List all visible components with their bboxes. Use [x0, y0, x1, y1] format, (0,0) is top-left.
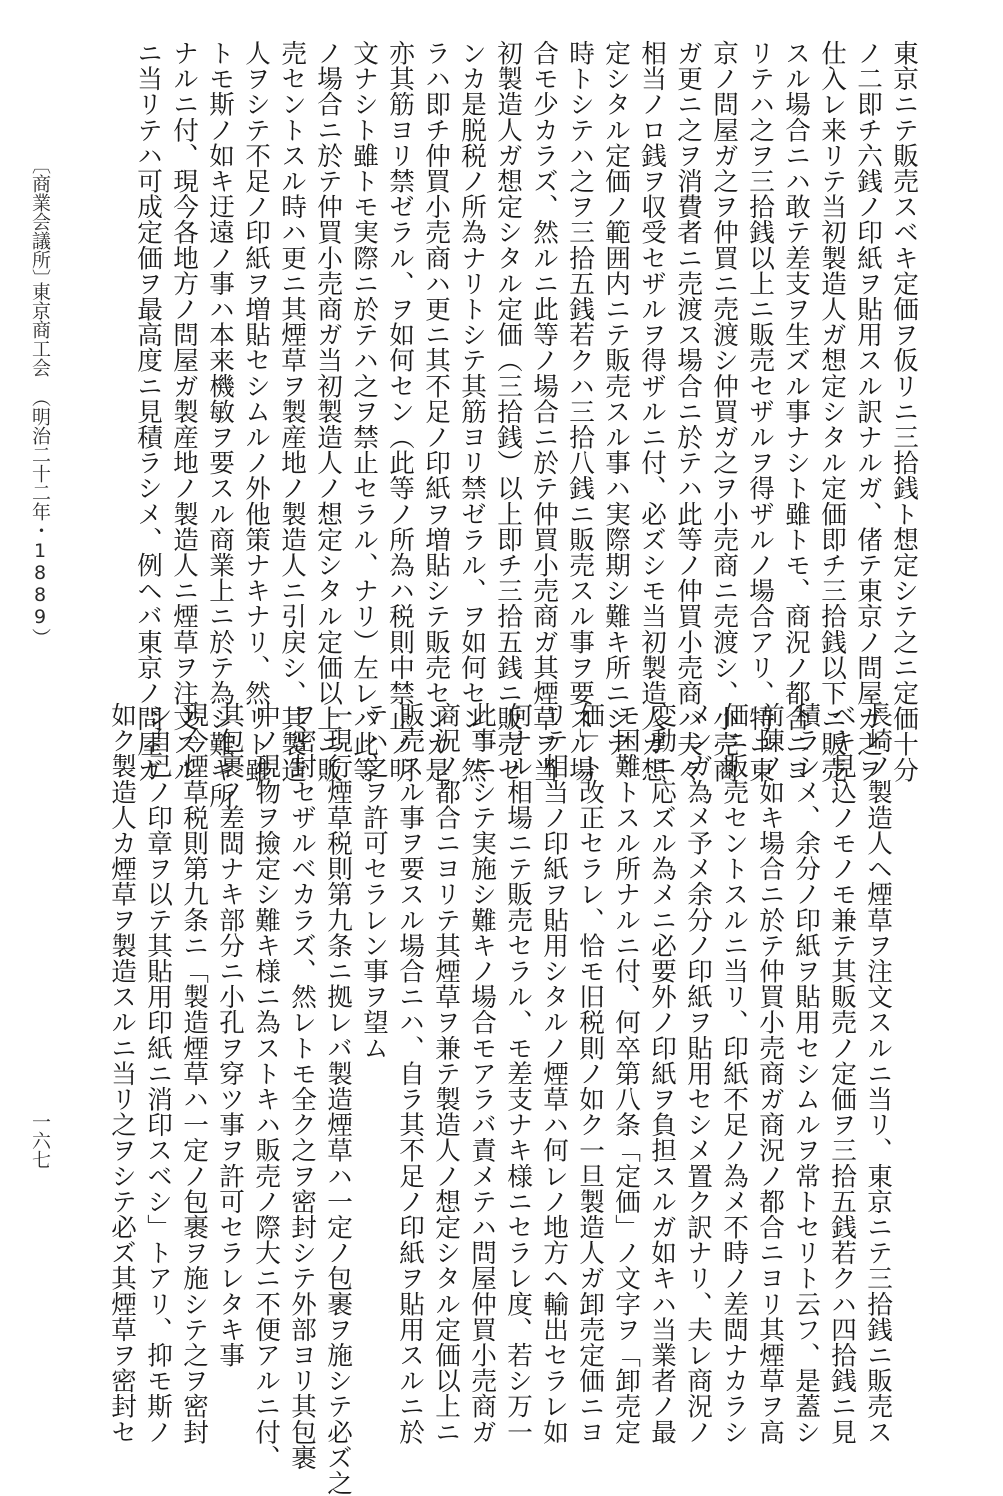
upper-text-block	[82, 40, 922, 808]
text-line: 東京ニテ販売スベキ定価ヲ仮リニ三拾銭ト想定シテ之ニ定価十分	[889, 40, 919, 783]
text-line: 時トシテハ之ヲ三拾五銭若クハ三拾八銭ニ販売スル事ヲ要スル場	[565, 40, 595, 783]
text-line: ナルニ付、現今各地方ノ問屋ガ製産地ノ製造人ニ煙草ヲ注文スル	[169, 40, 199, 783]
text-line: モ困難トスル所ナルニ付、何卒第八条「定価」ノ文字ヲ「卸売定	[611, 702, 641, 1445]
text-line: メンガ為メ予メ余分ノ印紙ヲ貼用セシメ置ク訳ナリ、夫レ商況ノ	[683, 702, 713, 1445]
text-line: ンカ是脱税ノ所為ナリトシテ其筋ヨリ禁ゼラル、ヲ如何セン、然	[457, 40, 487, 783]
text-line: シ自己ノ印章ヲ以テ其貼用印紙ニ消印スベシ」トアリ、抑モ斯ノ	[143, 702, 173, 1445]
text-line: 中ノ現物ヲ撿定シ難キ様ニ為ストキハ販売ノ際大ニ不便アルニ付、	[251, 702, 281, 1470]
text-line: 合モ少カラズ、然ルニ此等ノ場合ニ於テ仲買小売商ガ其煙草ヲ当	[529, 40, 559, 783]
text-line: 如ク製造人カ煙草ヲ製造スルニ当リ之ヲシテ必ズ其煙草ヲ密封セ	[107, 702, 137, 1445]
text-line: 此事ニシテ実施シ難キノ場合モアラバ責メテハ問屋仲買小売商ガ	[467, 702, 497, 1445]
text-line: 価」ト改正セラレ、恰モ旧税則ノ如ク一旦製造人ガ卸売定価ニヨ	[575, 702, 605, 1445]
text-line: ヲ密封セザルベカラズ、然レトモ全ク之ヲ密封シテ外部ヨリ其包裹	[287, 702, 317, 1470]
text-line: 人ヲシテ不足ノ印紙ヲ増貼セシムルノ外他策ナキナリ、然リト雖	[241, 40, 271, 783]
text-line: 其包裹ノ差閊ナキ部分ニ小孔ヲ穿ツ事ヲ許可セラレタキ事	[215, 702, 245, 1368]
text-line: 変動ニ応ズル為メニ必要外ノ印紙ヲ負担スルガ如キハ当業者ノ最	[647, 702, 677, 1445]
text-line: スル場合ニハ敢テ差支ヲ生ズル事ナシト雖トモ、商況ノ都合ニヨ	[781, 40, 811, 783]
text-line: 亦其筋ヨリ禁ゼラル、ヲ如何セン（此等ノ所為ハ税則中禁止ノ明	[385, 40, 415, 783]
text-line: 売セントスル時ハ更ニ其煙草ヲ製産地ノ製造人ニ引戻シ、其製造	[277, 40, 307, 783]
text-line: 商況ノ都合ニヨリテ其煙草ヲ兼テ製造人ノ想定シタル定価以上ニ	[431, 702, 461, 1445]
text-line: 何ナル相場ニテ販売セラル、モ差支ナキ様ニセラレ度、若シ万一	[503, 702, 533, 1445]
text-line: リテ相当ノ印紙ヲ貼用シタルノ煙草ハ何レノ地方ヘ輸出セラレ如	[539, 702, 569, 1445]
text-line: 相当ノロ銭ヲ収受セザルヲ得ザルニ付、必ズシモ当初製造人ガ想	[637, 40, 667, 783]
text-line: ノ場合ニ於テ仲買小売商ガ当初製造人ノ想定シタル定価以上ニ販	[313, 40, 343, 783]
text-line: 定シタル定価ノ範囲内ニテ販売スル事ハ実際期シ難キ所ニシテ、	[601, 40, 631, 783]
text-line: ラハ即チ仲買小売商ハ更ニ其不足ノ印紙ヲ増貼シテ販売センカ是	[421, 40, 451, 783]
text-line: 一現行煙草税則第九条ニ拠レバ製造煙草ハ一定ノ包裹ヲ施シテ必ズ之	[323, 702, 353, 1496]
lower-text-block	[88, 702, 896, 1496]
text-line: 積ラシメ、余分ノ印紙ヲ貼用セシムルヲ常トセリト云フ、是蓋シ	[791, 702, 821, 1445]
text-line: ノ二即チ六銭ノ印紙ヲ貼用スル訳ナルガ、偖テ東京ノ問屋ガ之ヲ	[853, 40, 883, 783]
text-line: 京ノ問屋ガ之ヲ仲買ニ売渡シ仲買ガ之ヲ小売商ニ売渡シ、小売商	[709, 40, 739, 783]
footer-publisher: 東京商工会	[29, 282, 51, 377]
text-line: ニ当リテハ可成定価ヲ最高度ニ見積ラシメ、例ヘバ東京ノ問屋ガ	[133, 40, 163, 783]
text-line: リテハ之ヲ三拾銭以上ニ販売セザルヲ得ザルノ場合アリ、特ニ東	[745, 40, 775, 783]
text-line: ガ更ニ之ヲ消費者ニ売渡ス場合ニ於テハ此等ノ仲買小売商ハ夫々	[673, 40, 703, 783]
text-line: トモ斯ノ如キ迂遠ノ事ハ本来機敏ヲ要スル商業上ニ於テ為シ難キ所	[205, 40, 235, 808]
text-line: 文ナシト雖トモ実際ニ於テハ之ヲ禁止セラル、ナリ）左レバ此等	[349, 40, 379, 783]
text-line: 販売スル事ヲ要スル場合ニハ、自ラ其不足ノ印紙ヲ貼用スルニ於	[395, 702, 425, 1445]
text-line: 初製造人ガ想定シタル定価（三拾銭）以上即チ三拾五銭ニ販売セ	[493, 40, 523, 783]
footer-source: 〔商業会議所〕	[29, 155, 51, 288]
text-line: 現今煙草税則第九条ニ「製造煙草ハ一定ノ包裹ヲ施シテ之ヲ密封	[179, 702, 209, 1445]
text-line: テハ之ヲ許可セラレン事ヲ望ム	[359, 702, 389, 1061]
text-line: ベキ見込ノモノモ兼テ其販売ノ定価ヲ三拾五銭若クハ四拾銭ニ見	[827, 702, 857, 1445]
footer-date: （明治二十二年・1889）	[29, 388, 51, 647]
text-line: 仕入レ来リテ当初製造人ガ想定シタル定価即チ三拾銭以下ニ販売	[817, 40, 847, 783]
text-line: 前陳ノ如キ場合ニ於テ仲買小売商ガ商況ノ都合ニヨリ其煙草ヲ高	[755, 702, 785, 1445]
page-number: 一六七	[29, 1112, 51, 1169]
text-line: 価ニ販売セントスルニ当リ、印紙不足ノ為メ不時ノ差閊ナカラシ	[719, 702, 749, 1445]
text-line: 長崎ノ製造人ヘ煙草ヲ注文スルニ当リ、東京ニテ三拾銭ニ販売ス	[863, 702, 893, 1445]
